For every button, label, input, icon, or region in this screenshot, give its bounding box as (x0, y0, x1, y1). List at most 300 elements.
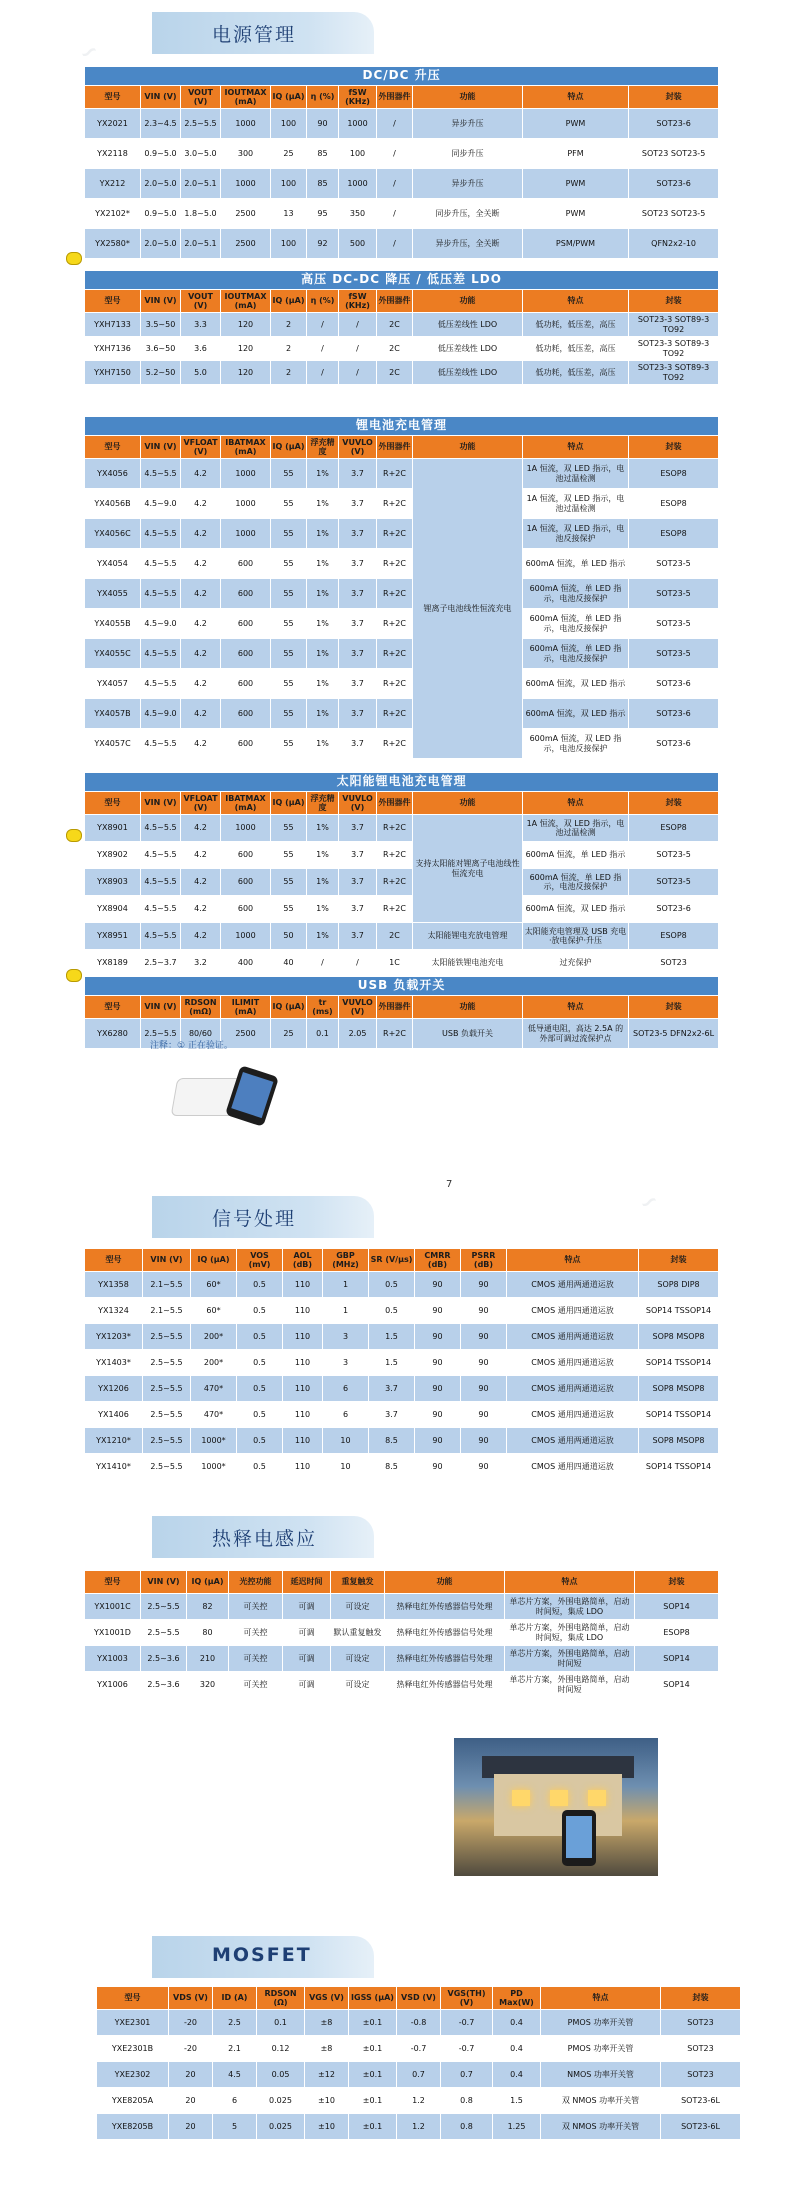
table-cell: 0.7 (441, 2062, 493, 2088)
table-cell: 2.5~5.5 (141, 1594, 187, 1620)
table-cell: 异步升压 (413, 109, 523, 139)
table-cell: 3.6 (181, 337, 221, 361)
table-cell: R+2C (377, 609, 413, 639)
table-cell: 20 (169, 2114, 213, 2140)
table-cell: 600 (221, 729, 271, 759)
table-row (97, 2062, 741, 2088)
table-cell: ESOP8 (629, 459, 719, 489)
table-cell: PMOS 功率开关管 (541, 2036, 661, 2062)
table-cell: R+2C (377, 519, 413, 549)
section-title-signal (152, 1196, 374, 1238)
table-cell: / (307, 361, 339, 385)
table-cell: 4.5~5.5 (141, 669, 181, 699)
table-cell: 100 (271, 109, 307, 139)
table-row (85, 579, 719, 609)
table-cell: 1.8~5.0 (181, 199, 221, 229)
column-header: VFLOAT (V) (181, 436, 221, 459)
table-cell: 2500 (221, 1019, 271, 1049)
table-cell: 4.2 (181, 549, 221, 579)
table-cell: 单芯片方案，外围电路简单，启动时间短，集成 LDO (505, 1620, 635, 1646)
table-row (85, 459, 719, 489)
table-cell: YX4054 (85, 549, 141, 579)
table-cell: R+2C (377, 489, 413, 519)
watermark: ∽ (634, 1187, 664, 1218)
smart-home-photo (454, 1738, 658, 1876)
table-title: DC/DC 升压 (85, 67, 719, 86)
table-cell: 90 (415, 1376, 461, 1402)
table-cell: YX4055C (85, 639, 141, 669)
table-cell: 600mA 恒流，单 LED 指示 (523, 549, 629, 579)
table-cell: 1000 (339, 109, 377, 139)
table-cell: 2.5 (213, 2010, 257, 2036)
column-header: 特点 (523, 996, 629, 1019)
table-cell: 4.2 (181, 579, 221, 609)
table-cell: 110 (283, 1376, 323, 1402)
table-cell: 2.0~5.1 (181, 169, 221, 199)
table-cell: 2.3~4.5 (141, 109, 181, 139)
table-cell: 1000 (221, 169, 271, 199)
table-cell: 90 (461, 1428, 507, 1454)
column-header: VFLOAT (V) (181, 792, 221, 815)
table-cell: 2.5~5.5 (141, 1019, 181, 1049)
table-cell: 90 (415, 1454, 461, 1480)
table-cell: 600 (221, 639, 271, 669)
table-cell: 1% (307, 815, 339, 842)
table-cell: 默认重复触发 (331, 1620, 385, 1646)
table-cell: QFN2x2-10 (629, 229, 719, 259)
table-cell: 4.5~9.0 (141, 699, 181, 729)
section-title-power (152, 12, 374, 54)
table-cell: 1000 (221, 109, 271, 139)
table-cell: 2.1~5.5 (143, 1272, 191, 1298)
column-header: 型号 (97, 1987, 169, 2010)
table-cell: / (339, 337, 377, 361)
table-cell: YX2021 (85, 109, 141, 139)
section-title-mosfet (152, 1936, 374, 1978)
table-cell: 双 NMOS 功率开关管 (541, 2114, 661, 2140)
table-cell: SOT23-6 (629, 699, 719, 729)
table-cell: 可关控 (229, 1672, 283, 1698)
table-cell: 100 (339, 139, 377, 169)
column-header: IQ (μA) (191, 1249, 237, 1272)
table-cell: / (307, 950, 339, 977)
table-cell: 1.5 (369, 1324, 415, 1350)
table-row (85, 1454, 719, 1480)
table-cell: 4.5~9.0 (141, 609, 181, 639)
table-cell: 80/60 (181, 1019, 221, 1049)
table-cell: 0.5 (237, 1376, 283, 1402)
table-cell: PWM (523, 199, 629, 229)
section-title-power-text: 电源管理 (212, 24, 297, 46)
table-cell: YX1324 (85, 1298, 143, 1324)
table-cell: -0.7 (441, 2010, 493, 2036)
table-cell: ±8 (305, 2010, 349, 2036)
table-cell: 55 (271, 609, 307, 639)
table-cell: 4.2 (181, 842, 221, 869)
table-cell: SOT23-6 (629, 729, 719, 759)
speech-bubble-icon (66, 829, 82, 842)
column-header: VIN (V) (141, 86, 181, 109)
table-cell: YX4057 (85, 669, 141, 699)
table-cell: R+2C (377, 549, 413, 579)
table-cell: 4.2 (181, 489, 221, 519)
table-cell: 2.5~3.7 (141, 950, 181, 977)
table-cell: 120 (221, 361, 271, 385)
table-cell: 6 (323, 1376, 369, 1402)
table-cell: 5.2~50 (141, 361, 181, 385)
table-cell: / (307, 313, 339, 337)
signal-table (84, 1248, 719, 1480)
table-cell: 3.7 (339, 459, 377, 489)
table-cell: 1A 恒流，双 LED 指示，电池过温检测 (523, 489, 629, 519)
table-cell: 异步升压 (413, 169, 523, 199)
table-cell: SOT23-6 (629, 109, 719, 139)
table-cell: SOT23 (629, 950, 719, 977)
table-cell: / (377, 169, 413, 199)
table-cell: R+2C (377, 815, 413, 842)
table-cell: R+2C (377, 459, 413, 489)
table-cell: 0.9~5.0 (141, 199, 181, 229)
table-cell: SOP8 MSOP8 (639, 1324, 719, 1350)
table-cell: R+2C (377, 729, 413, 759)
table-cell: PFM (523, 139, 629, 169)
table-cell: SOT23 SOT23-5 (629, 139, 719, 169)
table-cell: CMOS 通用两通道运放 (507, 1272, 639, 1298)
table-cell: 0.025 (257, 2114, 305, 2140)
table-cell: ±0.1 (349, 2036, 397, 2062)
table-cell: 25 (271, 1019, 307, 1049)
table-cell: 1% (307, 549, 339, 579)
table-cell: 1% (307, 869, 339, 896)
table-cell: 55 (271, 729, 307, 759)
table-cell: 3.7 (339, 815, 377, 842)
table-row (85, 1402, 719, 1428)
table-cell: 600mA 恒流，双 LED 指示 (523, 699, 629, 729)
table-cell: 600mA 恒流，单 LED 指示，电池反接保护 (523, 579, 629, 609)
table-cell: 4.5~5.5 (141, 639, 181, 669)
table-cell: YX2118 (85, 139, 141, 169)
table-cell: 4.5~5.5 (141, 579, 181, 609)
table-cell: SOP8 DIP8 (639, 1272, 719, 1298)
table-cell: 4.5~5.5 (141, 459, 181, 489)
table-cell: 3.7 (339, 489, 377, 519)
table-cell: 2.5~5.5 (141, 1620, 187, 1646)
table-cell: YX1403* (85, 1350, 143, 1376)
table-cell: 2.5~5.5 (143, 1402, 191, 1428)
table-cell: 90 (415, 1402, 461, 1428)
table-cell: 600 (221, 549, 271, 579)
table-cell: 0.5 (237, 1454, 283, 1480)
table-cell: YX1206 (85, 1376, 143, 1402)
table-title: 锂电池充电管理 (85, 417, 719, 436)
table-cell: 1000 (339, 169, 377, 199)
table-cell: 2.0~5.0 (141, 169, 181, 199)
table-cell: 低功耗，低压差，高压 (523, 337, 629, 361)
table-cell: 0.025 (257, 2088, 305, 2114)
table-cell: 可关控 (229, 1620, 283, 1646)
column-header: 封装 (635, 1571, 719, 1594)
table-cell: 可调 (283, 1594, 331, 1620)
table-cell: 0.5 (237, 1298, 283, 1324)
table-cell: YX4057C (85, 729, 141, 759)
phone-icon (562, 1810, 596, 1866)
table-cell: PMOS 功率开关管 (541, 2010, 661, 2036)
column-header: VDS (V) (169, 1987, 213, 2010)
table-row (85, 923, 719, 950)
table-cell: ±8 (305, 2036, 349, 2062)
table-cell: 55 (271, 896, 307, 923)
table-cell: 55 (271, 869, 307, 896)
table-cell: 低功耗，低压差，高压 (523, 313, 629, 337)
table-cell: 0.5 (237, 1428, 283, 1454)
column-header: 功能 (413, 792, 523, 815)
table-cell: 470* (191, 1376, 237, 1402)
column-header: 型号 (85, 86, 141, 109)
table-cell: 500 (339, 229, 377, 259)
table-cell: 同步升压 (413, 139, 523, 169)
column-header: VIN (V) (141, 792, 181, 815)
table-row (85, 489, 719, 519)
table-cell: / (339, 361, 377, 385)
table-cell: 2.0~5.0 (141, 229, 181, 259)
table-cell: 5.0 (181, 361, 221, 385)
table-cell: 3.6~50 (141, 337, 181, 361)
table-cell: PWM (523, 109, 629, 139)
column-header: 特点 (523, 792, 629, 815)
table-cell: 1000 (221, 923, 271, 950)
table-cell: 1C (377, 950, 413, 977)
table-cell: ±0.1 (349, 2114, 397, 2140)
table-cell: ±0.1 (349, 2062, 397, 2088)
table-cell: 90 (415, 1272, 461, 1298)
table-cell: PSM/PWM (523, 229, 629, 259)
table-cell: 1% (307, 489, 339, 519)
table-cell: 90 (415, 1350, 461, 1376)
table-cell: 可调 (283, 1646, 331, 1672)
speech-bubble-icon (66, 252, 82, 265)
table-cell: 0.5 (237, 1350, 283, 1376)
page-number: 7 (446, 1179, 453, 1190)
table-cell: YXE2301 (97, 2010, 169, 2036)
table-cell: USB 负载开关 (413, 1019, 523, 1049)
table-cell: 1.5 (369, 1350, 415, 1376)
table-cell: 2.5~5.5 (181, 109, 221, 139)
column-header: VOUT (V) (181, 86, 221, 109)
table-cell: ±10 (305, 2088, 349, 2114)
column-header: 外围器件 (377, 996, 413, 1019)
column-header: 型号 (85, 792, 141, 815)
table-cell: 3.5~50 (141, 313, 181, 337)
table-cell: 2.1~5.5 (143, 1298, 191, 1324)
table-cell: YX4056C (85, 519, 141, 549)
table-cell: 600mA 恒流，双 LED 指示 (523, 669, 629, 699)
table-cell: SOP8 MSOP8 (639, 1428, 719, 1454)
table-cell: 3.7 (339, 869, 377, 896)
table-cell: 110 (283, 1428, 323, 1454)
section-title-mosfet-text: MOSFET (212, 1944, 312, 1966)
table-cell: SOT23 (661, 2036, 741, 2062)
column-header: 外围器件 (377, 792, 413, 815)
table-cell: 4.2 (181, 669, 221, 699)
table-cell: R+2C (377, 579, 413, 609)
column-header: 封装 (629, 290, 719, 313)
table-cell: R+2C (377, 669, 413, 699)
table-row (85, 950, 719, 977)
table-cell: 120 (221, 313, 271, 337)
table-cell: YX1001C (85, 1594, 141, 1620)
table-cell: 120 (221, 337, 271, 361)
table-cell: 1.2 (397, 2114, 441, 2140)
table-cell: YX212 (85, 169, 141, 199)
table-cell: ESOP8 (629, 519, 719, 549)
table-cell: / (377, 139, 413, 169)
column-header: IGSS (μA) (349, 1987, 397, 2010)
column-header: 封装 (661, 1987, 741, 2010)
table-row (85, 337, 719, 361)
column-header: 功能 (413, 996, 523, 1019)
table-cell: SOT23 (661, 2062, 741, 2088)
table-cell: 4.5~5.5 (141, 896, 181, 923)
table-cell: 0.5 (369, 1298, 415, 1324)
table-cell: 600 (221, 869, 271, 896)
table-cell: 3.7 (339, 923, 377, 950)
table-cell: YX8901 (85, 815, 141, 842)
table-cell: 600 (221, 842, 271, 869)
table-cell: 200* (191, 1324, 237, 1350)
table-row (85, 199, 719, 229)
table-cell: SOP8 MSOP8 (639, 1376, 719, 1402)
table-cell: SOP14 TSSOP14 (639, 1350, 719, 1376)
table-cell: YX4055B (85, 609, 141, 639)
table-cell: 1A 恒流，双 LED 指示，电池过温检测 (523, 815, 629, 842)
table-cell: 低导通电阻，高达 2.5A 的外部可调过流保护点 (523, 1019, 629, 1049)
table-row (97, 2036, 741, 2062)
column-header: 特点 (507, 1249, 639, 1272)
table-cell: 320 (187, 1672, 229, 1698)
table-cell: 8.5 (369, 1428, 415, 1454)
table-cell: 2.5~5.5 (143, 1376, 191, 1402)
table-row (85, 669, 719, 699)
table-cell: 2 (271, 313, 307, 337)
solar-table (84, 772, 719, 1049)
table-cell: 210 (187, 1646, 229, 1672)
table-cell: 3.7 (339, 842, 377, 869)
table-row (85, 699, 719, 729)
table-cell: 100 (271, 229, 307, 259)
table-cell: SOP14 TSSOP14 (639, 1454, 719, 1480)
table-cell: 1% (307, 923, 339, 950)
table-cell: 0.4 (493, 2036, 541, 2062)
note-text: 注释：① 正在验证。 (150, 1041, 233, 1051)
table-cell: 单芯片方案，外围电路简单，启动时间短 (505, 1672, 635, 1698)
table-cell: 0.05 (257, 2062, 305, 2088)
table-cell: 4.5~5.5 (141, 842, 181, 869)
table-cell: 400 (221, 950, 271, 977)
table-cell: SOP14 (635, 1594, 719, 1620)
table-cell: 3.2 (181, 950, 221, 977)
table-cell: 90 (461, 1454, 507, 1480)
table-cell: 110 (283, 1454, 323, 1480)
table-cell: 0.1 (257, 2010, 305, 2036)
dcdc-table (84, 66, 719, 259)
table-cell: 2.5~3.6 (141, 1646, 187, 1672)
table-cell: 4.2 (181, 815, 221, 842)
table-cell: 2.5~5.5 (143, 1324, 191, 1350)
column-header: ID (A) (213, 1987, 257, 2010)
table-cell: SOP14 TSSOP14 (639, 1298, 719, 1324)
column-header: 光控功能 (229, 1571, 283, 1594)
column-header: fSW (KHz) (339, 86, 377, 109)
table-cell: 3.7 (339, 729, 377, 759)
column-header: 功能 (413, 436, 523, 459)
column-header: 特点 (505, 1571, 635, 1594)
table-cell: PWM (523, 169, 629, 199)
table-cell: ESOP8 (629, 923, 719, 950)
table-row (85, 869, 719, 896)
table-cell: 太阳能铁锂电池充电 (413, 950, 523, 977)
table-cell: SOT23-5 (629, 579, 719, 609)
table-cell: 110 (283, 1350, 323, 1376)
speech-bubble-icon (66, 969, 82, 982)
table-cell: YX4056 (85, 459, 141, 489)
column-header: 功能 (385, 1571, 505, 1594)
column-header: IQ (μA) (271, 436, 307, 459)
column-header: IBATMAX (mA) (221, 436, 271, 459)
table-cell: YX1406 (85, 1402, 143, 1428)
table-cell: R+2C (377, 699, 413, 729)
column-header: 特点 (541, 1987, 661, 2010)
table-cell: 3 (323, 1324, 369, 1350)
table-cell: 85 (307, 139, 339, 169)
table-cell: YX4055 (85, 579, 141, 609)
column-header: IBATMAX (mA) (221, 792, 271, 815)
table-cell: 90 (461, 1272, 507, 1298)
table-cell: ±12 (305, 2062, 349, 2088)
table-cell: 1000 (221, 489, 271, 519)
table-cell: ±0.1 (349, 2010, 397, 2036)
column-header: VIN (V) (141, 290, 181, 313)
table-row (85, 519, 719, 549)
table-row (85, 169, 719, 199)
column-header: 浮充精度 (307, 792, 339, 815)
table-cell: 300 (221, 139, 271, 169)
table-cell: ESOP8 (629, 815, 719, 842)
table-cell: 1% (307, 842, 339, 869)
table-cell: 470* (191, 1402, 237, 1428)
column-header: AOL (dB) (283, 1249, 323, 1272)
table-cell: 60* (191, 1272, 237, 1298)
table-row (85, 313, 719, 337)
column-header: 型号 (85, 1249, 143, 1272)
table-cell: 55 (271, 639, 307, 669)
table-cell: YXH7136 (85, 337, 141, 361)
table-cell: 异步升压，全关断 (413, 229, 523, 259)
table-cell: 1 (323, 1298, 369, 1324)
table-cell: 110 (283, 1298, 323, 1324)
table-cell: 80 (187, 1620, 229, 1646)
power-bank-phone-image (170, 1068, 290, 1128)
table-cell: 热释电红外传感器信号处理 (385, 1646, 505, 1672)
mosfet-table (96, 1986, 741, 2140)
table-cell: 2C (377, 337, 413, 361)
table-cell: 90 (307, 109, 339, 139)
table-row (85, 139, 719, 169)
column-header: 封装 (639, 1249, 719, 1272)
table-cell: 600mA 恒流，双 LED 指示 (523, 896, 629, 923)
table-cell: ±10 (305, 2114, 349, 2140)
table-cell: 热释电红外传感器信号处理 (385, 1594, 505, 1620)
column-header: 重复触发 (331, 1571, 385, 1594)
